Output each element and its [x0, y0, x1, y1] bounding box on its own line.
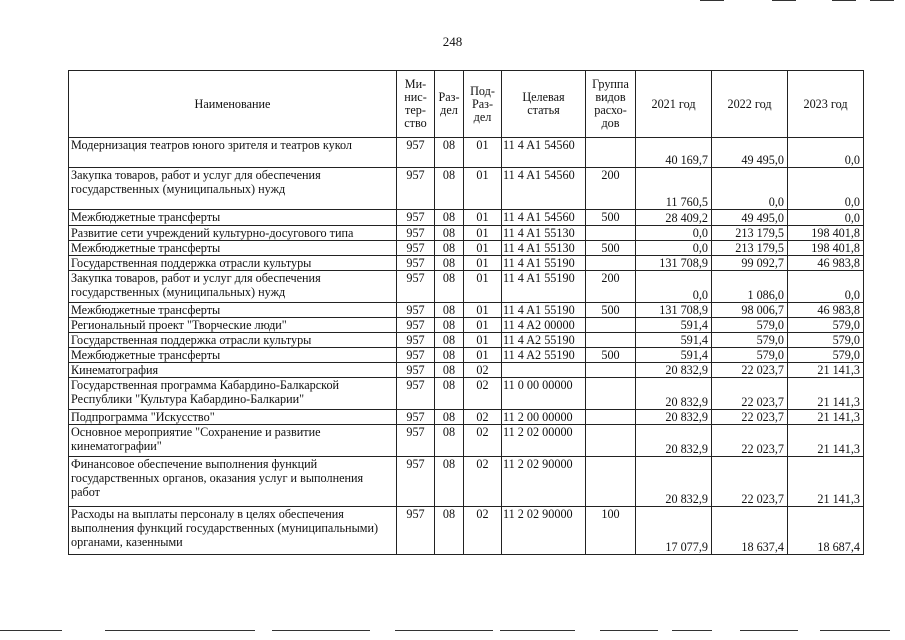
row-2022: 49 495,0 [712, 210, 788, 226]
table-row [69, 410, 864, 425]
row-section: 08 [435, 303, 464, 318]
row-subsection: 01 [464, 348, 502, 363]
row-section: 08 [435, 507, 464, 555]
row-target: 11 4 A1 55190 [502, 271, 586, 303]
row-subsection: 01 [464, 138, 502, 168]
row-group [586, 256, 636, 271]
row-target: 11 4 A1 55130 [502, 226, 586, 241]
row-2023: 0,0 [788, 138, 864, 168]
row-section: 08 [435, 241, 464, 256]
table-row [69, 363, 864, 378]
row-subsection: 01 [464, 318, 502, 333]
row-section: 08 [435, 348, 464, 363]
row-name: Закупка товаров, работ и услуг для обеспечения государственных (муниципальных) нужд [69, 271, 397, 303]
row-2023: 18 687,4 [788, 507, 864, 555]
header-2022: 2022 год [712, 71, 788, 138]
row-target: 11 4 A1 54560 [502, 210, 586, 226]
row-2022: 22 023,7 [712, 457, 788, 507]
row-name: Межбюджетные трансферты [69, 303, 397, 318]
row-target: 11 4 A1 55130 [502, 241, 586, 256]
page-number: 248 [442, 34, 463, 49]
row-ministry: 957 [397, 363, 435, 378]
row-subsection: 01 [464, 210, 502, 226]
row-2021: 591,4 [636, 318, 712, 333]
header-2021: 2021 год [636, 71, 712, 138]
bottom-scan-marks [0, 630, 905, 634]
header-ministry: Ми- нис- тер- ство [397, 71, 435, 138]
table-row [69, 271, 864, 303]
row-group [586, 457, 636, 507]
row-ministry: 957 [397, 410, 435, 425]
row-subsection: 01 [464, 333, 502, 348]
row-name: Межбюджетные трансферты [69, 348, 397, 363]
row-2023: 46 983,8 [788, 303, 864, 318]
row-target: 11 4 A2 55190 [502, 348, 586, 363]
row-2022: 22 023,7 [712, 363, 788, 378]
row-2023: 46 983,8 [788, 256, 864, 271]
table-row [69, 226, 864, 241]
row-2022: 579,0 [712, 348, 788, 363]
table-row [69, 457, 864, 507]
row-2021: 591,4 [636, 348, 712, 363]
row-ministry: 957 [397, 318, 435, 333]
row-2021: 20 832,9 [636, 378, 712, 410]
row-section: 08 [435, 271, 464, 303]
row-name: Государственная поддержка отрасли культуры [69, 256, 397, 271]
row-ministry: 957 [397, 210, 435, 226]
row-name: Межбюджетные трансферты [69, 210, 397, 226]
table-row [69, 210, 864, 226]
row-group [586, 363, 636, 378]
table-row [69, 168, 864, 210]
row-group: 500 [586, 348, 636, 363]
row-ministry: 957 [397, 333, 435, 348]
row-subsection: 02 [464, 410, 502, 425]
row-group: 500 [586, 303, 636, 318]
row-name: Межбюджетные трансферты [69, 241, 397, 256]
row-subsection: 01 [464, 226, 502, 241]
row-section: 08 [435, 168, 464, 210]
row-target: 11 2 02 90000 [502, 507, 586, 555]
row-group [586, 318, 636, 333]
row-group [586, 333, 636, 348]
row-2022: 22 023,7 [712, 425, 788, 457]
row-2023: 579,0 [788, 318, 864, 333]
row-2023: 198 401,8 [788, 226, 864, 241]
row-2023: 0,0 [788, 271, 864, 303]
row-section: 08 [435, 226, 464, 241]
row-2021: 17 077,9 [636, 507, 712, 555]
table-row [69, 138, 864, 168]
row-subsection: 01 [464, 241, 502, 256]
table-row [69, 241, 864, 256]
row-2021: 20 832,9 [636, 410, 712, 425]
row-subsection: 01 [464, 256, 502, 271]
row-section: 08 [435, 318, 464, 333]
row-2022: 22 023,7 [712, 410, 788, 425]
row-ministry: 957 [397, 457, 435, 507]
row-target: 11 4 A2 55190 [502, 333, 586, 348]
row-2022: 49 495,0 [712, 138, 788, 168]
top-scan-marks [0, 0, 905, 2]
row-group [586, 425, 636, 457]
row-section: 08 [435, 256, 464, 271]
row-2022: 579,0 [712, 318, 788, 333]
row-2022: 579,0 [712, 333, 788, 348]
row-subsection: 01 [464, 271, 502, 303]
row-ministry: 957 [397, 226, 435, 241]
row-target: 11 2 00 00000 [502, 410, 586, 425]
row-name: Кинематография [69, 363, 397, 378]
table-row [69, 256, 864, 271]
row-subsection: 01 [464, 168, 502, 210]
row-2021: 20 832,9 [636, 457, 712, 507]
row-target: 11 2 02 90000 [502, 457, 586, 507]
table-row [69, 303, 864, 318]
row-name: Развитие сети учреждений культурно-досугового типа [69, 226, 397, 241]
header-subsection: Под- Раз- дел [464, 71, 502, 138]
budget-table [68, 70, 864, 555]
row-ministry: 957 [397, 168, 435, 210]
row-2023: 579,0 [788, 333, 864, 348]
table-row [69, 507, 864, 555]
row-2023: 21 141,3 [788, 457, 864, 507]
row-2021: 131 708,9 [636, 303, 712, 318]
row-group [586, 138, 636, 168]
row-ministry: 957 [397, 256, 435, 271]
row-name: Региональный проект "Творческие люди" [69, 318, 397, 333]
row-2021: 20 832,9 [636, 425, 712, 457]
row-2021: 131 708,9 [636, 256, 712, 271]
row-group [586, 226, 636, 241]
row-2022: 1 086,0 [712, 271, 788, 303]
row-2022: 99 092,7 [712, 256, 788, 271]
table-row [69, 348, 864, 363]
row-2023: 198 401,8 [788, 241, 864, 256]
row-ministry: 957 [397, 303, 435, 318]
row-ministry: 957 [397, 348, 435, 363]
row-target: 11 4 A1 55190 [502, 303, 586, 318]
row-2023: 0,0 [788, 168, 864, 210]
row-group: 100 [586, 507, 636, 555]
row-2021: 11 760,5 [636, 168, 712, 210]
row-ministry: 957 [397, 138, 435, 168]
header-section: Раз- дел [435, 71, 464, 138]
row-group [586, 410, 636, 425]
row-ministry: 957 [397, 507, 435, 555]
table-row [69, 318, 864, 333]
row-subsection: 02 [464, 457, 502, 507]
row-section: 08 [435, 138, 464, 168]
row-2021: 591,4 [636, 333, 712, 348]
table-row [69, 425, 864, 457]
header-2023: 2023 год [788, 71, 864, 138]
row-section: 08 [435, 333, 464, 348]
row-ministry: 957 [397, 271, 435, 303]
row-2023: 0,0 [788, 210, 864, 226]
row-target: 11 0 00 00000 [502, 378, 586, 410]
row-section: 08 [435, 378, 464, 410]
header-target: Целевая статья [502, 71, 586, 138]
row-section: 08 [435, 457, 464, 507]
row-ministry: 957 [397, 425, 435, 457]
row-section: 08 [435, 363, 464, 378]
row-name: Расходы на выплаты персоналу в целях обеспечения выполнения функций государственных (муниципальными) органами, казенными [69, 507, 397, 555]
table-body [69, 138, 864, 555]
row-subsection: 02 [464, 425, 502, 457]
row-2021: 0,0 [636, 226, 712, 241]
row-name: Государственная поддержка отрасли культуры [69, 333, 397, 348]
row-name: Финансовое обеспечение выполнения функций государственных органов, оказания услуг и выполнения работ [69, 457, 397, 507]
row-group: 200 [586, 168, 636, 210]
row-name: Основное мероприятие "Сохранение и развитие кинематографии" [69, 425, 397, 457]
row-2021: 0,0 [636, 241, 712, 256]
row-subsection: 01 [464, 303, 502, 318]
row-section: 08 [435, 210, 464, 226]
row-2022: 18 637,4 [712, 507, 788, 555]
row-2022: 98 006,7 [712, 303, 788, 318]
row-target: 11 2 02 00000 [502, 425, 586, 457]
row-target: 11 4 A1 54560 [502, 138, 586, 168]
row-ministry: 957 [397, 241, 435, 256]
row-section: 08 [435, 410, 464, 425]
table-row [69, 378, 864, 410]
row-2022: 213 179,5 [712, 226, 788, 241]
row-name: Подпрограмма "Искусство" [69, 410, 397, 425]
row-name: Модернизация театров юного зрителя и театров кукол [69, 138, 397, 168]
row-target [502, 363, 586, 378]
row-ministry: 957 [397, 378, 435, 410]
row-2021: 40 169,7 [636, 138, 712, 168]
row-subsection: 02 [464, 378, 502, 410]
row-group: 200 [586, 271, 636, 303]
row-2023: 21 141,3 [788, 410, 864, 425]
row-2021: 28 409,2 [636, 210, 712, 226]
header-name: Наименование [69, 71, 397, 138]
row-2023: 21 141,3 [788, 425, 864, 457]
row-2022: 0,0 [712, 168, 788, 210]
row-group: 500 [586, 241, 636, 256]
row-target: 11 4 A2 00000 [502, 318, 586, 333]
row-name: Закупка товаров, работ и услуг для обеспечения государственных (муниципальных) нужд [69, 168, 397, 210]
row-subsection: 02 [464, 507, 502, 555]
table-row [69, 333, 864, 348]
row-2021: 0,0 [636, 271, 712, 303]
row-2023: 21 141,3 [788, 363, 864, 378]
row-target: 11 4 A1 55190 [502, 256, 586, 271]
row-2021: 20 832,9 [636, 363, 712, 378]
row-group: 500 [586, 210, 636, 226]
header-row [69, 71, 864, 138]
row-group [586, 378, 636, 410]
row-name: Государственная программа Кабардино-Балкарской Республики "Культура Кабардино-Балкарии" [69, 378, 397, 410]
row-2022: 22 023,7 [712, 378, 788, 410]
row-2023: 21 141,3 [788, 378, 864, 410]
row-subsection: 02 [464, 363, 502, 378]
row-2022: 213 179,5 [712, 241, 788, 256]
row-target: 11 4 A1 54560 [502, 168, 586, 210]
row-2023: 579,0 [788, 348, 864, 363]
header-group: Группа видов расхо- дов [586, 71, 636, 138]
row-section: 08 [435, 425, 464, 457]
